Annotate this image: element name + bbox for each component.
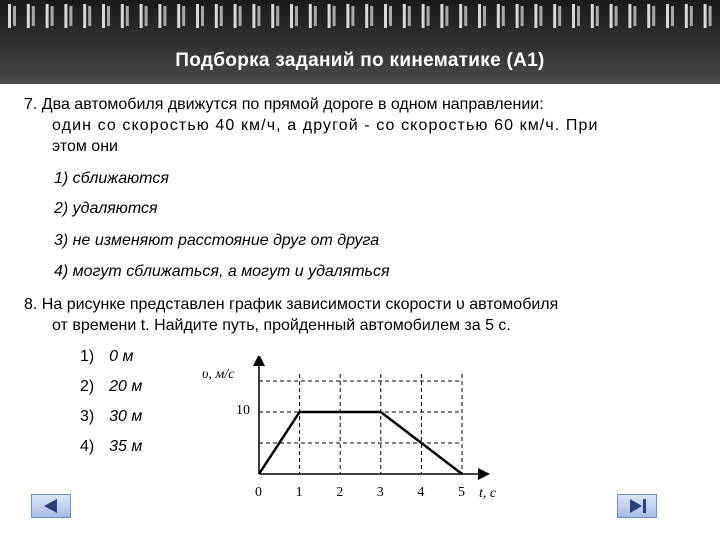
ring-bar bbox=[333, 6, 336, 26]
ring-bar bbox=[633, 6, 636, 26]
ring-bar bbox=[610, 4, 613, 28]
ring-bar bbox=[196, 4, 199, 28]
ring-bar bbox=[309, 4, 312, 28]
ring-bar bbox=[553, 4, 556, 28]
ring-bar bbox=[690, 6, 693, 26]
ring-bar bbox=[709, 6, 712, 26]
slide-title: Подборка заданий по кинематике (А1) bbox=[175, 50, 545, 71]
q8-answer-1-num: 1) bbox=[80, 348, 95, 365]
x-tick-label: 3 bbox=[376, 485, 384, 500]
y-axis-label: υ, м/с bbox=[202, 367, 235, 382]
ring-bar bbox=[615, 6, 618, 26]
ring-bar bbox=[121, 4, 124, 28]
ring-bar bbox=[666, 4, 669, 28]
ring-bar bbox=[384, 4, 387, 28]
q8-answer-3-num: 3) bbox=[80, 408, 95, 425]
ring-bar bbox=[671, 6, 674, 26]
ring-bar bbox=[107, 6, 110, 26]
ring-bar bbox=[182, 6, 185, 26]
ring-bar bbox=[534, 4, 537, 28]
ring-bar bbox=[271, 4, 274, 28]
ring-bar bbox=[572, 4, 575, 28]
ring-bar bbox=[290, 4, 293, 28]
x-tick-label: 0 bbox=[255, 485, 262, 500]
ring-bar bbox=[8, 4, 11, 28]
q7-answer-4: 4) могут сближаться, а могут и удаляться bbox=[54, 263, 390, 280]
ring-bar bbox=[64, 4, 67, 28]
ring-bar bbox=[591, 4, 594, 28]
x-tick-label: 2 bbox=[336, 485, 344, 500]
ring-bar bbox=[314, 6, 317, 26]
q7-text-line-2: один со скоростью 40 км/ч, а другой - со скоростью 60 км/ч. При bbox=[52, 117, 599, 134]
ring-bar bbox=[427, 6, 430, 26]
q8-answer-2 bbox=[80, 378, 142, 396]
ring-bar bbox=[685, 4, 688, 28]
ring-bar bbox=[389, 6, 392, 26]
q8-answer-3-text: 30 м bbox=[109, 408, 143, 425]
ring-bar bbox=[102, 4, 105, 28]
ring-bar bbox=[88, 6, 91, 26]
ring-bar bbox=[628, 4, 631, 28]
q8-answer-1-text: 0 м bbox=[109, 348, 134, 365]
q8-answer-3 bbox=[80, 408, 142, 426]
q8-answer-4-num: 4) bbox=[80, 438, 95, 455]
ring-bar bbox=[652, 6, 655, 26]
q8-text-line-1: 8. На рисунке представлен график зависимости скорости υ автомобиля bbox=[24, 296, 559, 313]
ring-bar bbox=[46, 4, 49, 28]
ring-bar bbox=[478, 4, 481, 28]
ring-bar bbox=[234, 4, 237, 28]
ring-bar bbox=[276, 6, 279, 26]
slide-header bbox=[0, 0, 720, 84]
ring-bar bbox=[163, 6, 166, 26]
ring-bar bbox=[516, 4, 519, 28]
ring-bar bbox=[422, 4, 425, 28]
q7-text-line-3: этом они bbox=[52, 138, 118, 155]
ring-bar bbox=[69, 6, 72, 26]
ring-bar bbox=[145, 6, 148, 26]
q8-text-line-2: от времени t. Найдите путь, пройденный автомобилем за 5 с. bbox=[52, 317, 511, 334]
ring-bar bbox=[328, 4, 331, 28]
ring-bar bbox=[239, 6, 242, 26]
last-slide-button[interactable] bbox=[617, 494, 657, 518]
ring-bar bbox=[502, 6, 505, 26]
q8-answer-4 bbox=[80, 438, 142, 456]
triangle-left-icon bbox=[32, 495, 70, 517]
y-tick-label: 10 bbox=[236, 403, 250, 418]
ring-bar bbox=[215, 4, 218, 28]
ring-bar bbox=[201, 6, 204, 26]
notebook-rings-decoration bbox=[0, 0, 720, 34]
ring-bar bbox=[483, 6, 486, 26]
ring-bar bbox=[351, 6, 354, 26]
ring-bar bbox=[539, 6, 542, 26]
ring-bar bbox=[497, 4, 500, 28]
ring-bar bbox=[13, 6, 16, 26]
ring-bar bbox=[577, 6, 580, 26]
ring-bar bbox=[370, 6, 373, 26]
q8-answer-1 bbox=[80, 348, 133, 366]
ring-bar bbox=[464, 6, 467, 26]
ring-bar bbox=[27, 4, 30, 28]
velocity-time-graph bbox=[196, 356, 516, 506]
q7-answer-2: 2) удаляются bbox=[54, 200, 158, 217]
q8-answer-4-text: 35 м bbox=[109, 438, 143, 455]
q7-answer-1: 1) сближаются bbox=[54, 170, 169, 187]
ring-bar bbox=[445, 6, 448, 26]
q7-text-line-1: 7. Два автомобиля движутся по прямой дороге в одном направлении: bbox=[24, 96, 544, 113]
ring-bar bbox=[257, 6, 260, 26]
ring-bar bbox=[440, 4, 443, 28]
q7-answer-3: 3) не изменяют расстояние друг от друга bbox=[54, 232, 380, 249]
skip-end-icon bbox=[618, 495, 656, 517]
ring-bar bbox=[558, 6, 561, 26]
ring-bar bbox=[32, 6, 35, 26]
ring-bar bbox=[83, 4, 86, 28]
ring-bar bbox=[140, 4, 143, 28]
x-tick-label: 5 bbox=[458, 485, 465, 500]
ring-bar bbox=[51, 6, 54, 26]
ring-bar bbox=[220, 6, 223, 26]
ring-bar bbox=[459, 4, 462, 28]
ring-bar bbox=[704, 4, 707, 28]
ring-bar bbox=[403, 4, 406, 28]
ring-bar bbox=[596, 6, 599, 26]
ring-bar bbox=[177, 4, 180, 28]
x-tick-label: 1 bbox=[295, 485, 303, 500]
ring-bar bbox=[126, 6, 129, 26]
previous-slide-button[interactable] bbox=[31, 494, 71, 518]
ring-bar bbox=[158, 4, 161, 28]
ring-bar bbox=[365, 4, 368, 28]
ring-bar bbox=[252, 4, 255, 28]
x-tick-label: 4 bbox=[417, 485, 425, 500]
ring-bar bbox=[521, 6, 524, 26]
ring-bar bbox=[295, 6, 298, 26]
ring-bar bbox=[346, 4, 349, 28]
x-axis-label: t, c bbox=[479, 486, 497, 501]
q8-answer-2-text: 20 м bbox=[109, 378, 143, 395]
q8-answer-2-num: 2) bbox=[80, 378, 95, 395]
ring-bar bbox=[408, 6, 411, 26]
ring-bar bbox=[647, 4, 650, 28]
